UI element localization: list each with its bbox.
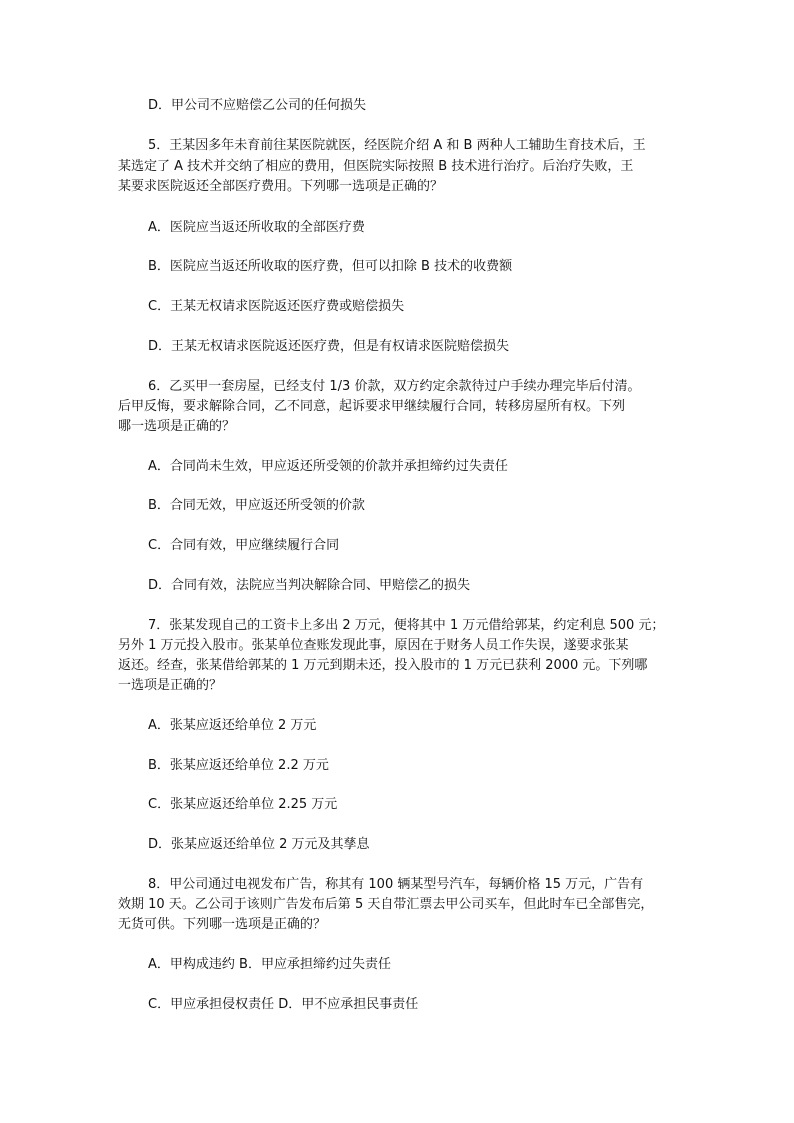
option-c: C．王某无权请求医院返还医疗费或赔偿损失 <box>148 299 405 314</box>
question-text-line: 8．甲公司通过电视发布广告，称其有 100 辆某型号汽车，每辆价格 15 万元，广告有 <box>148 877 644 892</box>
question-text-line: 5．王某因多年未育前往某医院就医，经医院介绍 A 和 B 两种人工辅助生育技术后，王 <box>148 138 646 153</box>
question-text-line: 某要求医院返还全部医疗费用。下列哪一选项是正确的？ <box>118 179 444 194</box>
option-ab: A．甲构成违约 B．甲应承担缔约过失责任 <box>148 957 391 972</box>
question-text-line: 后甲反悔，要求解除合同，乙不同意，起诉要求甲继续履行合同，转移房屋所有权。下列 <box>118 399 626 414</box>
question-text-line: 效期 10 天。乙公司于该则广告发布后第 5 天自带汇票去甲公司买车，但此时车已全部售完， <box>118 897 654 912</box>
question-text-line: 6．乙买甲一套房屋，已经支付 1/3 价款，双方约定余款待过户手续办理完毕后付清。 <box>148 379 641 394</box>
question-text-line: 哪一选项是正确的？ <box>118 419 236 434</box>
option-b: B．医院应当返还所收取的医疗费，但可以扣除 B 技术的收费额 <box>148 259 513 274</box>
option-d: D．合同有效，法院应当判决解除合同、甲赔偿乙的损失 <box>148 578 471 593</box>
option-d: D．甲公司不应赔偿乙公司的任何损失 <box>148 98 367 113</box>
option-c: C．合同有效，甲应继续履行合同 <box>148 538 340 553</box>
question-text-line: 7．张某发现自己的工资卡上多出 2 万元，便将其中 1 万元借给郭某，约定利息 500 元； <box>148 618 665 633</box>
option-cd: C．甲应承担侵权责任 D．甲不应承担民事责任 <box>148 997 419 1012</box>
option-d: D．张某应返还给单位 2 万元及其孳息 <box>148 837 370 852</box>
question-text-line: 另外 1 万元投入股市。张某单位查账发现此事，原因在于财务人员工作失误，遂要求张某 <box>118 638 629 653</box>
option-a: A．合同尚未生效，甲应返还所受领的价款并承担缔约过失责任 <box>148 459 508 474</box>
option-d: D．王某无权请求医院返还医疗费，但是有权请求医院赔偿损失 <box>148 339 510 354</box>
option-c: C．张某应返还给单位 2.25 万元 <box>148 797 338 812</box>
question-text-line: 返还。经查，张某借给郭某的 1 万元到期未还，投入股市的 1 万元已获利 2000 元。下列哪 <box>118 658 648 673</box>
option-b: B．张某应返还给单位 2.2 万元 <box>148 758 329 773</box>
question-text-line: 某选定了 A 技术并交纳了相应的费用，但医院实际按照 B 技术进行治疗。后治疗失败，王 <box>118 159 634 174</box>
question-text-line: 无货可供。下列哪一选项是正确的？ <box>118 917 327 932</box>
option-a: A．张某应返还给单位 2 万元 <box>148 718 317 733</box>
option-a: A．医院应当返还所收取的全部医疗费 <box>148 220 365 235</box>
question-text-line: 一选项是正确的？ <box>118 678 223 693</box>
option-b: B．合同无效，甲应返还所受领的价款 <box>148 498 365 513</box>
